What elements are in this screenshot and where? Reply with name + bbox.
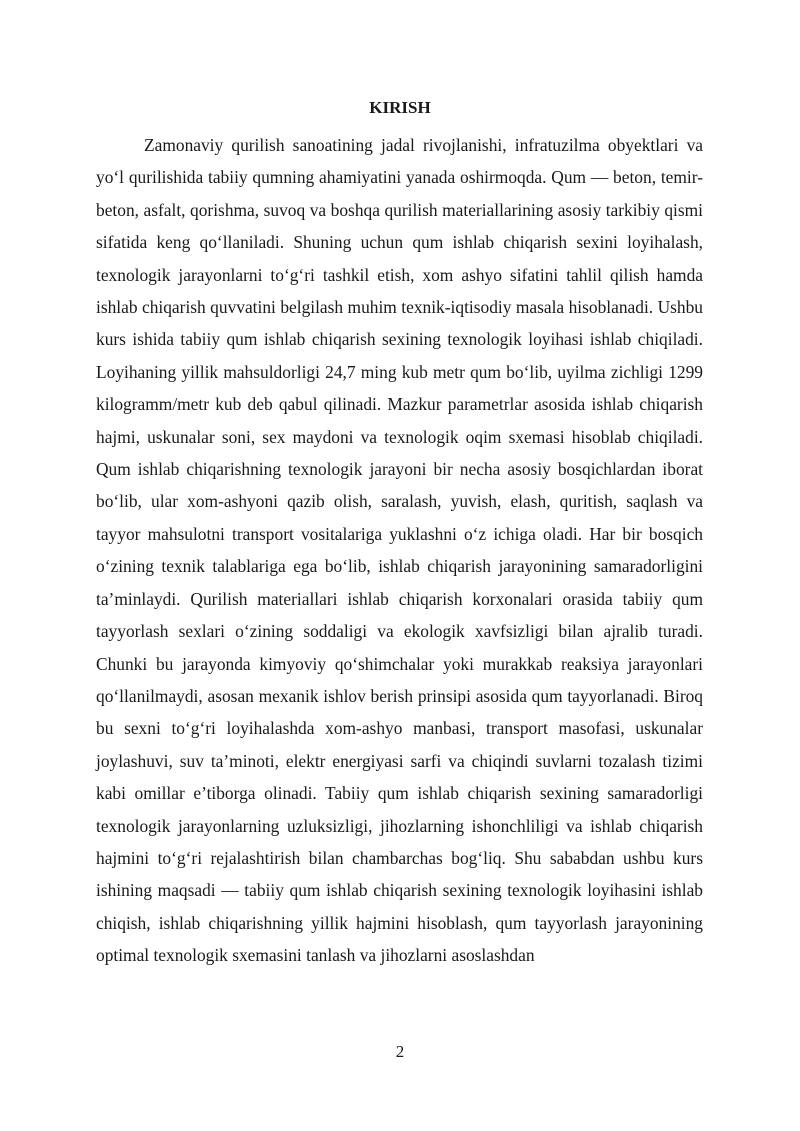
page-number: 2 xyxy=(395,1042,405,1061)
section-heading: KIRISH xyxy=(369,98,431,117)
body-paragraph: Zamonaviy qurilish sanoatining jadal rivojlanishi, infratuzilma obyektlari va yo‘l qurilishida tabiiy qumning ahamiyatini yanada oshirmoqda. Qum — beton, temir-beton, asfalt, qorishma, suvoq va boshqa qurilish materiallarining asosiy tarkibiy qismi sifatida keng qo‘llaniladi. Shuning uchun qum ishlab chiqarish sexini loyihalash, texnologik jarayonlarni to‘g‘ri tashkil etish, xom ashyo sifatini tahlil qilish hamda ishlab chiqarish quvvatini belgilash muhim texnik-iqtisodiy masala hisoblanadi. Ushbu kurs ishida tabiiy qum ishlab chiqarish sexining texnologik loyihasi ishlab chiqiladi. Loyihaning yillik mahsuldorligi 24,7 ming kub metr qum bo‘lib, uyilma zichligi 1299 kilogramm/metr kub deb qabul qilinadi. Mazkur parametrlar asosida ishlab chiqarish hajmi, uskunalar soni, sex maydoni va texnologik oqim sxemasi hisoblab chiqiladi. Qum ishlab chiqarishning texnologik jarayoni bir necha asosiy bosqichlardan iborat bo‘lib, ular xom-ashyoni qazib olish, saralash, yuvish, elash, quritish, saqlash va tayyor mahsulotni transport vositalariga yuklashni o‘z ichiga oladi. Har bir bosqich o‘zining texnik talablariga ega bo‘lib, ishlab chiqarish jarayonining samaradorligini ta’minlaydi. Qurilish materiallari ishlab chiqarish korxonalari orasida tabiiy qum tayyorlash sexlari o‘zining soddaligi va ekologik xavfsizligi bilan ajralib turadi. Chunki bu jarayonda kimyoviy qo‘shimchalar yoki murakkab reaksiya jarayonlari qo‘llanilmaydi, asosan mexanik ishlov berish prinsipi asosida qum tayyorlanadi. Biroq bu sexni to‘g‘ri loyihalashda xom-ashyo manbasi, transport masofasi, uskunalar joylashuvi, suv ta’minoti, elektr energiyasi sarfi va chiqindi suvlarni tozalash tizimi kabi omillar e’tiborga olinadi. Tabiiy qum ishlab chiqarish sexining samaradorligi texnologik jarayonlarning uzluksizligi, jihozlarning ishonchliligi va ishlab chiqarish hajmini to‘g‘ri rejalashtirish bilan chambarchas bog‘liq. Shu sababdan ushbu kurs ishining maqsadi — tabiiy qum ishlab chiqarish sexining texnologik loyihasini ishlab chiqish, ishlab chiqarishning yillik hajmini hisoblash, qum tayyorlash jarayonining optimal texnologik sxemasini tanlash va jihozlarni asoslashdan xyxy=(96,135,703,966)
